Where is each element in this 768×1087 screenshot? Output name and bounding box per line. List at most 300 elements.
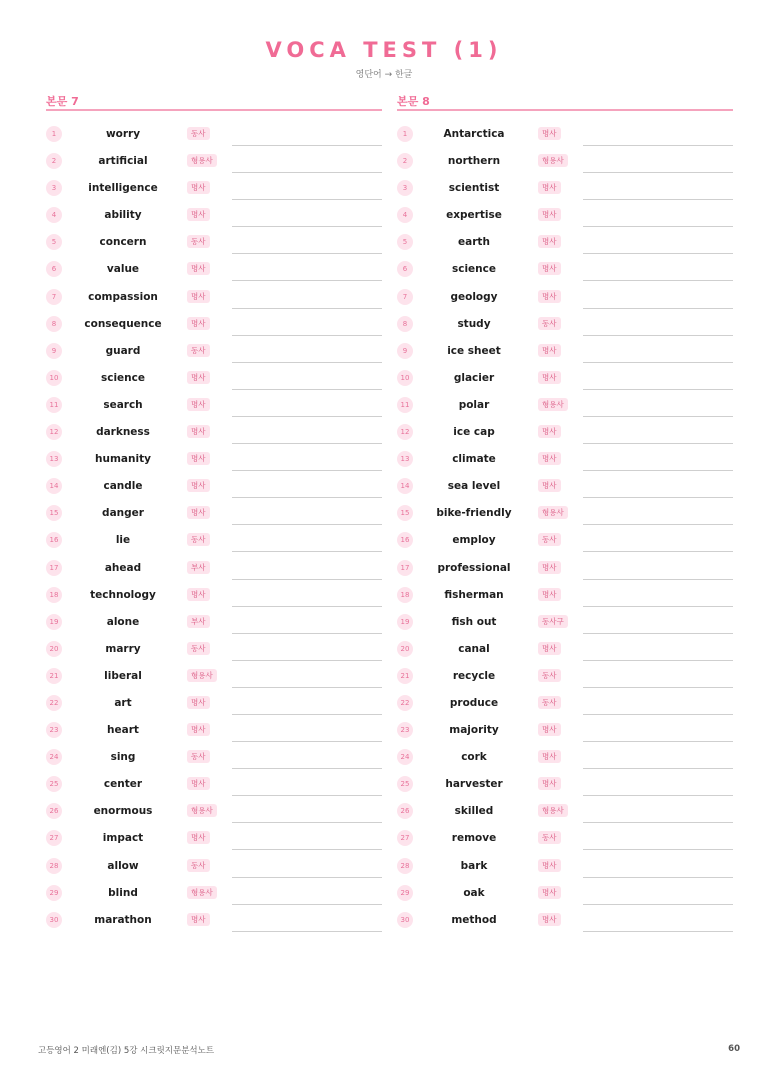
answer-blank-line[interactable] xyxy=(583,606,733,607)
item-number-badge: 28 xyxy=(46,858,62,874)
part-of-speech-badge: 명사 xyxy=(538,750,561,763)
part-of-speech-badge: 형용사 xyxy=(187,154,217,167)
part-of-speech-badge: 명사 xyxy=(538,127,561,140)
item-number-badge: 9 xyxy=(397,343,413,359)
part-of-speech-badge: 형용사 xyxy=(187,804,217,817)
item-number-badge: 19 xyxy=(46,614,62,630)
item-number-badge: 1 xyxy=(46,126,62,142)
vocab-row xyxy=(397,366,733,393)
part-of-speech-badge: 동사 xyxy=(187,235,210,248)
vocab-word: lie xyxy=(115,534,131,547)
vocab-word: science xyxy=(100,371,145,384)
item-number-badge: 23 xyxy=(46,722,62,738)
item-number-badge: 21 xyxy=(46,668,62,684)
vocab-word: bike-friendly xyxy=(436,507,512,520)
footer-book-title: 고등영어 2 미래엔(김) 5강 시크릿지문분석노트 xyxy=(38,1046,215,1056)
answer-blank-line[interactable] xyxy=(583,660,733,661)
answer-blank-line[interactable] xyxy=(232,335,382,336)
vocab-list xyxy=(46,122,382,935)
part-of-speech-badge: 명사 xyxy=(538,181,561,194)
page-subtitle: 영단어 → 한글 xyxy=(355,70,413,80)
item-number-badge: 26 xyxy=(46,803,62,819)
item-number-badge: 19 xyxy=(397,614,413,630)
item-number-badge: 2 xyxy=(397,153,413,169)
vocab-row xyxy=(46,826,382,853)
vocab-word: oak xyxy=(463,886,485,899)
vocab-row xyxy=(46,447,382,474)
vocab-word: produce xyxy=(449,696,499,709)
item-number-badge: 12 xyxy=(46,424,62,440)
part-of-speech-badge: 형용사 xyxy=(187,669,217,682)
vocab-word: Antarctica xyxy=(443,128,505,140)
answer-blank-line[interactable] xyxy=(583,362,733,363)
item-number-badge: 6 xyxy=(397,261,413,277)
part-of-speech-badge: 명사 xyxy=(187,777,210,790)
vocab-word: ability xyxy=(104,209,142,222)
item-number-badge: 17 xyxy=(397,560,413,576)
vocab-row xyxy=(397,447,733,474)
answer-blank-line[interactable] xyxy=(232,660,382,661)
answer-blank-line[interactable] xyxy=(232,849,382,850)
answer-blank-line[interactable] xyxy=(583,416,733,417)
vocab-row xyxy=(397,122,733,149)
vocab-word: value xyxy=(106,263,140,276)
item-number-badge: 1 xyxy=(397,126,413,142)
vocab-word: alone xyxy=(106,615,140,628)
part-of-speech-badge: 명사 xyxy=(538,290,561,303)
answer-blank-line[interactable] xyxy=(232,308,382,309)
item-number-badge: 20 xyxy=(397,641,413,657)
vocab-row xyxy=(397,610,733,637)
vocab-row xyxy=(46,718,382,745)
item-number-badge: 24 xyxy=(397,749,413,765)
answer-blank-line[interactable] xyxy=(232,633,382,634)
answer-blank-line[interactable] xyxy=(583,145,733,146)
vocab-row xyxy=(397,393,733,420)
vocab-row xyxy=(397,501,733,528)
answer-blank-line[interactable] xyxy=(583,795,733,796)
part-of-speech-badge: 명사 xyxy=(538,344,561,357)
vocab-word: northern xyxy=(447,155,501,168)
part-of-speech-badge: 명사 xyxy=(187,181,210,194)
vocab-row xyxy=(397,312,733,339)
vocab-word: glacier xyxy=(453,371,495,384)
answer-blank-line[interactable] xyxy=(232,714,382,715)
part-of-speech-badge: 명사 xyxy=(187,290,210,303)
part-of-speech-badge: 명사 xyxy=(538,859,561,872)
vocab-row xyxy=(397,718,733,745)
vocab-word: remove xyxy=(451,832,497,845)
part-of-speech-badge: 동사 xyxy=(538,831,561,844)
item-number-badge: 11 xyxy=(397,397,413,413)
vocab-row xyxy=(46,420,382,447)
vocab-row xyxy=(397,149,733,176)
answer-blank-line[interactable] xyxy=(583,497,733,498)
part-of-speech-badge: 명사 xyxy=(538,262,561,275)
vocab-row xyxy=(397,203,733,230)
vocab-row xyxy=(46,122,382,149)
vocab-word: recycle xyxy=(452,669,496,682)
section-left xyxy=(46,94,382,935)
answer-blank-line[interactable] xyxy=(583,931,733,932)
vocab-row xyxy=(397,691,733,718)
vocab-row xyxy=(397,854,733,881)
vocab-word: marry xyxy=(105,642,141,655)
vocab-row xyxy=(46,799,382,826)
vocab-word: search xyxy=(103,398,143,411)
part-of-speech-badge: 명사 xyxy=(187,588,210,601)
vocab-row xyxy=(46,556,382,583)
vocab-row xyxy=(397,528,733,555)
vocab-row xyxy=(397,339,733,366)
answer-blank-line[interactable] xyxy=(232,226,382,227)
part-of-speech-badge: 동사 xyxy=(187,859,210,872)
answer-blank-line[interactable] xyxy=(583,280,733,281)
vocab-word: marathon xyxy=(94,913,152,926)
vocab-list xyxy=(397,122,733,935)
item-number-badge: 12 xyxy=(397,424,413,440)
part-of-speech-badge: 동사 xyxy=(538,533,561,546)
part-of-speech-badge: 명사 xyxy=(538,452,561,465)
part-of-speech-badge: 동사구 xyxy=(538,615,568,628)
item-number-badge: 7 xyxy=(397,289,413,305)
answer-blank-line[interactable] xyxy=(232,172,382,173)
vocab-word: professional xyxy=(437,561,511,574)
answer-blank-line[interactable] xyxy=(232,280,382,281)
vocab-word: climate xyxy=(452,453,496,466)
answer-blank-line[interactable] xyxy=(232,253,382,254)
answer-blank-line[interactable] xyxy=(232,362,382,363)
vocab-word: employ xyxy=(452,534,496,547)
item-number-badge: 28 xyxy=(397,858,413,874)
answer-blank-line[interactable] xyxy=(583,768,733,769)
vocab-word: consequence xyxy=(84,317,162,330)
vocab-word: ahead xyxy=(104,561,142,574)
vocab-word: candle xyxy=(103,480,143,493)
part-of-speech-badge: 명사 xyxy=(187,831,210,844)
answer-blank-line[interactable] xyxy=(583,524,733,525)
vocab-word: technology xyxy=(90,588,156,601)
answer-blank-line[interactable] xyxy=(583,443,733,444)
part-of-speech-badge: 명사 xyxy=(187,723,210,736)
vocab-row xyxy=(46,312,382,339)
vocab-word: heart xyxy=(107,724,139,737)
answer-blank-line[interactable] xyxy=(583,335,733,336)
answer-blank-line[interactable] xyxy=(583,551,733,552)
answer-blank-line[interactable] xyxy=(583,633,733,634)
item-number-badge: 29 xyxy=(46,885,62,901)
item-number-badge: 30 xyxy=(397,912,413,928)
part-of-speech-badge: 형용사 xyxy=(187,886,217,899)
vocab-word: expertise xyxy=(446,209,502,222)
vocab-word: enormous xyxy=(93,805,153,818)
item-number-badge: 26 xyxy=(397,803,413,819)
answer-blank-line[interactable] xyxy=(232,741,382,742)
item-number-badge: 30 xyxy=(46,912,62,928)
part-of-speech-badge: 동사 xyxy=(187,533,210,546)
vocab-row xyxy=(397,637,733,664)
item-number-badge: 27 xyxy=(46,830,62,846)
answer-blank-line[interactable] xyxy=(583,308,733,309)
part-of-speech-badge: 명사 xyxy=(187,696,210,709)
vocab-row xyxy=(46,854,382,881)
part-of-speech-badge: 명사 xyxy=(538,425,561,438)
part-of-speech-badge: 형용사 xyxy=(538,506,568,519)
vocab-word: artificial xyxy=(98,155,148,168)
vocab-row xyxy=(397,826,733,853)
vocab-row xyxy=(46,637,382,664)
answer-blank-line[interactable] xyxy=(232,579,382,580)
part-of-speech-badge: 명사 xyxy=(187,262,210,275)
vocab-row xyxy=(46,501,382,528)
answer-blank-line[interactable] xyxy=(232,551,382,552)
vocab-word: ice cap xyxy=(453,426,495,439)
vocab-word: ice sheet xyxy=(447,344,501,357)
vocab-word: bark xyxy=(460,859,488,872)
answer-blank-line[interactable] xyxy=(583,579,733,580)
answer-blank-line[interactable] xyxy=(583,849,733,850)
part-of-speech-badge: 명사 xyxy=(538,479,561,492)
answer-blank-line[interactable] xyxy=(583,687,733,688)
page-title: VOCA TEST (1) xyxy=(265,38,503,62)
part-of-speech-badge: 형용사 xyxy=(538,154,568,167)
item-number-badge: 8 xyxy=(46,316,62,332)
answer-blank-line[interactable] xyxy=(232,199,382,200)
part-of-speech-badge: 명사 xyxy=(187,208,210,221)
answer-blank-line[interactable] xyxy=(232,877,382,878)
section-title: 본문 7 xyxy=(46,94,382,111)
vocab-row xyxy=(46,474,382,501)
part-of-speech-badge: 동사 xyxy=(538,669,561,682)
vocab-word: method xyxy=(451,913,497,926)
answer-blank-line[interactable] xyxy=(583,741,733,742)
item-number-badge: 14 xyxy=(46,478,62,494)
item-number-badge: 6 xyxy=(46,261,62,277)
vocab-word: concern xyxy=(99,236,147,249)
vocab-word: worry xyxy=(105,128,141,140)
vocab-word: humanity xyxy=(95,453,151,466)
part-of-speech-badge: 명사 xyxy=(538,723,561,736)
part-of-speech-badge: 부사 xyxy=(187,615,210,628)
vocab-row xyxy=(397,420,733,447)
item-number-badge: 5 xyxy=(397,234,413,250)
item-number-badge: 13 xyxy=(46,451,62,467)
part-of-speech-badge: 동사 xyxy=(187,642,210,655)
vocab-row xyxy=(46,176,382,203)
part-of-speech-badge: 형용사 xyxy=(538,804,568,817)
vocab-word: canal xyxy=(458,642,490,655)
item-number-badge: 16 xyxy=(46,532,62,548)
vocab-word: guard xyxy=(105,344,141,357)
answer-blank-line[interactable] xyxy=(232,822,382,823)
vocab-row xyxy=(397,799,733,826)
part-of-speech-badge: 명사 xyxy=(187,913,210,926)
vocab-row xyxy=(397,664,733,691)
answer-blank-line[interactable] xyxy=(232,931,382,932)
part-of-speech-badge: 동사 xyxy=(187,127,210,140)
vocab-row xyxy=(46,583,382,610)
vocab-row xyxy=(46,745,382,772)
item-number-badge: 15 xyxy=(46,505,62,521)
vocab-row xyxy=(397,285,733,312)
item-number-badge: 7 xyxy=(46,289,62,305)
vocab-row xyxy=(397,257,733,284)
part-of-speech-badge: 동사 xyxy=(538,317,561,330)
vocab-row xyxy=(397,176,733,203)
vocab-row xyxy=(46,691,382,718)
item-number-badge: 9 xyxy=(46,343,62,359)
part-of-speech-badge: 형용사 xyxy=(538,398,568,411)
vocab-word: danger xyxy=(102,507,144,520)
vocab-word: blind xyxy=(108,886,138,899)
vocab-row xyxy=(46,230,382,257)
vocab-row xyxy=(46,339,382,366)
item-number-badge: 11 xyxy=(46,397,62,413)
item-number-badge: 29 xyxy=(397,885,413,901)
vocab-row xyxy=(397,772,733,799)
vocab-word: allow xyxy=(107,859,139,872)
answer-blank-line[interactable] xyxy=(583,904,733,905)
vocab-row xyxy=(46,285,382,312)
vocab-row xyxy=(46,366,382,393)
answer-blank-line[interactable] xyxy=(583,714,733,715)
part-of-speech-badge: 명사 xyxy=(187,317,210,330)
item-number-badge: 10 xyxy=(46,370,62,386)
answer-blank-line[interactable] xyxy=(583,172,733,173)
answer-blank-line[interactable] xyxy=(583,822,733,823)
item-number-badge: 4 xyxy=(46,207,62,223)
vocab-word: science xyxy=(451,263,496,276)
vocab-row xyxy=(397,881,733,908)
item-number-badge: 14 xyxy=(397,478,413,494)
item-number-badge: 25 xyxy=(46,776,62,792)
item-number-badge: 3 xyxy=(46,180,62,196)
item-number-badge: 23 xyxy=(397,722,413,738)
vocab-row xyxy=(46,772,382,799)
vocab-row xyxy=(397,908,733,935)
answer-blank-line[interactable] xyxy=(232,795,382,796)
vocab-row xyxy=(46,203,382,230)
item-number-badge: 18 xyxy=(397,587,413,603)
vocab-word: geology xyxy=(450,290,498,303)
vocab-row xyxy=(46,610,382,637)
answer-blank-line[interactable] xyxy=(232,145,382,146)
answer-blank-line[interactable] xyxy=(583,877,733,878)
item-number-badge: 24 xyxy=(46,749,62,765)
part-of-speech-badge: 명사 xyxy=(538,235,561,248)
part-of-speech-badge: 동사 xyxy=(187,344,210,357)
vocab-word: skilled xyxy=(454,805,494,818)
part-of-speech-badge: 명사 xyxy=(538,913,561,926)
answer-blank-line[interactable] xyxy=(583,470,733,471)
part-of-speech-badge: 명사 xyxy=(187,506,210,519)
vocab-word: study xyxy=(457,317,491,330)
item-number-badge: 5 xyxy=(46,234,62,250)
part-of-speech-badge: 명사 xyxy=(538,561,561,574)
answer-blank-line[interactable] xyxy=(232,443,382,444)
item-number-badge: 2 xyxy=(46,153,62,169)
vocab-word: majority xyxy=(449,724,499,737)
vocab-row xyxy=(397,556,733,583)
item-number-badge: 20 xyxy=(46,641,62,657)
item-number-badge: 13 xyxy=(397,451,413,467)
vocab-word: earth xyxy=(458,236,490,249)
answer-blank-line[interactable] xyxy=(232,524,382,525)
part-of-speech-badge: 부사 xyxy=(187,561,210,574)
item-number-badge: 22 xyxy=(397,695,413,711)
vocab-row xyxy=(46,881,382,908)
part-of-speech-badge: 명사 xyxy=(187,371,210,384)
vocab-word: sing xyxy=(110,751,136,764)
part-of-speech-badge: 명사 xyxy=(187,398,210,411)
answer-blank-line[interactable] xyxy=(583,253,733,254)
item-number-badge: 3 xyxy=(397,180,413,196)
vocab-row xyxy=(46,149,382,176)
vocab-word: art xyxy=(114,696,132,709)
vocab-word: compassion xyxy=(88,290,158,303)
item-number-badge: 18 xyxy=(46,587,62,603)
item-number-badge: 22 xyxy=(46,695,62,711)
vocab-row xyxy=(397,745,733,772)
item-number-badge: 17 xyxy=(46,560,62,576)
answer-blank-line[interactable] xyxy=(232,416,382,417)
vocab-row xyxy=(46,908,382,935)
answer-blank-line[interactable] xyxy=(232,497,382,498)
part-of-speech-badge: 명사 xyxy=(187,425,210,438)
vocab-row xyxy=(46,393,382,420)
vocab-word: intelligence xyxy=(88,182,158,195)
part-of-speech-badge: 명사 xyxy=(538,642,561,655)
answer-blank-line[interactable] xyxy=(232,389,382,390)
answer-blank-line[interactable] xyxy=(232,606,382,607)
answer-blank-line[interactable] xyxy=(583,226,733,227)
part-of-speech-badge: 동사 xyxy=(538,696,561,709)
answer-blank-line[interactable] xyxy=(232,904,382,905)
vocab-word: sea level xyxy=(447,480,501,493)
vocab-row xyxy=(397,583,733,610)
vocab-word: liberal xyxy=(104,669,142,682)
item-number-badge: 4 xyxy=(397,207,413,223)
section-title: 본문 8 xyxy=(397,94,733,111)
vocab-word: fish out xyxy=(451,615,497,628)
answer-blank-line[interactable] xyxy=(583,199,733,200)
item-number-badge: 16 xyxy=(397,532,413,548)
part-of-speech-badge: 명사 xyxy=(187,479,210,492)
section-right xyxy=(397,94,733,935)
vocab-word: polar xyxy=(458,398,490,411)
answer-blank-line[interactable] xyxy=(232,768,382,769)
part-of-speech-badge: 명사 xyxy=(538,208,561,221)
part-of-speech-badge: 명사 xyxy=(538,371,561,384)
vocab-row xyxy=(397,230,733,257)
item-number-badge: 25 xyxy=(397,776,413,792)
page-number: 60 xyxy=(728,1044,740,1054)
part-of-speech-badge: 명사 xyxy=(538,588,561,601)
vocab-row xyxy=(46,528,382,555)
vocab-word: harvester xyxy=(445,778,503,791)
answer-blank-line[interactable] xyxy=(232,687,382,688)
part-of-speech-badge: 명사 xyxy=(538,777,561,790)
vocab-word: darkness xyxy=(96,426,150,439)
part-of-speech-badge: 명사 xyxy=(538,886,561,899)
vocab-word: impact xyxy=(102,832,144,845)
vocab-row xyxy=(397,474,733,501)
answer-blank-line[interactable] xyxy=(583,389,733,390)
item-number-badge: 15 xyxy=(397,505,413,521)
answer-blank-line[interactable] xyxy=(232,470,382,471)
item-number-badge: 10 xyxy=(397,370,413,386)
item-number-badge: 27 xyxy=(397,830,413,846)
